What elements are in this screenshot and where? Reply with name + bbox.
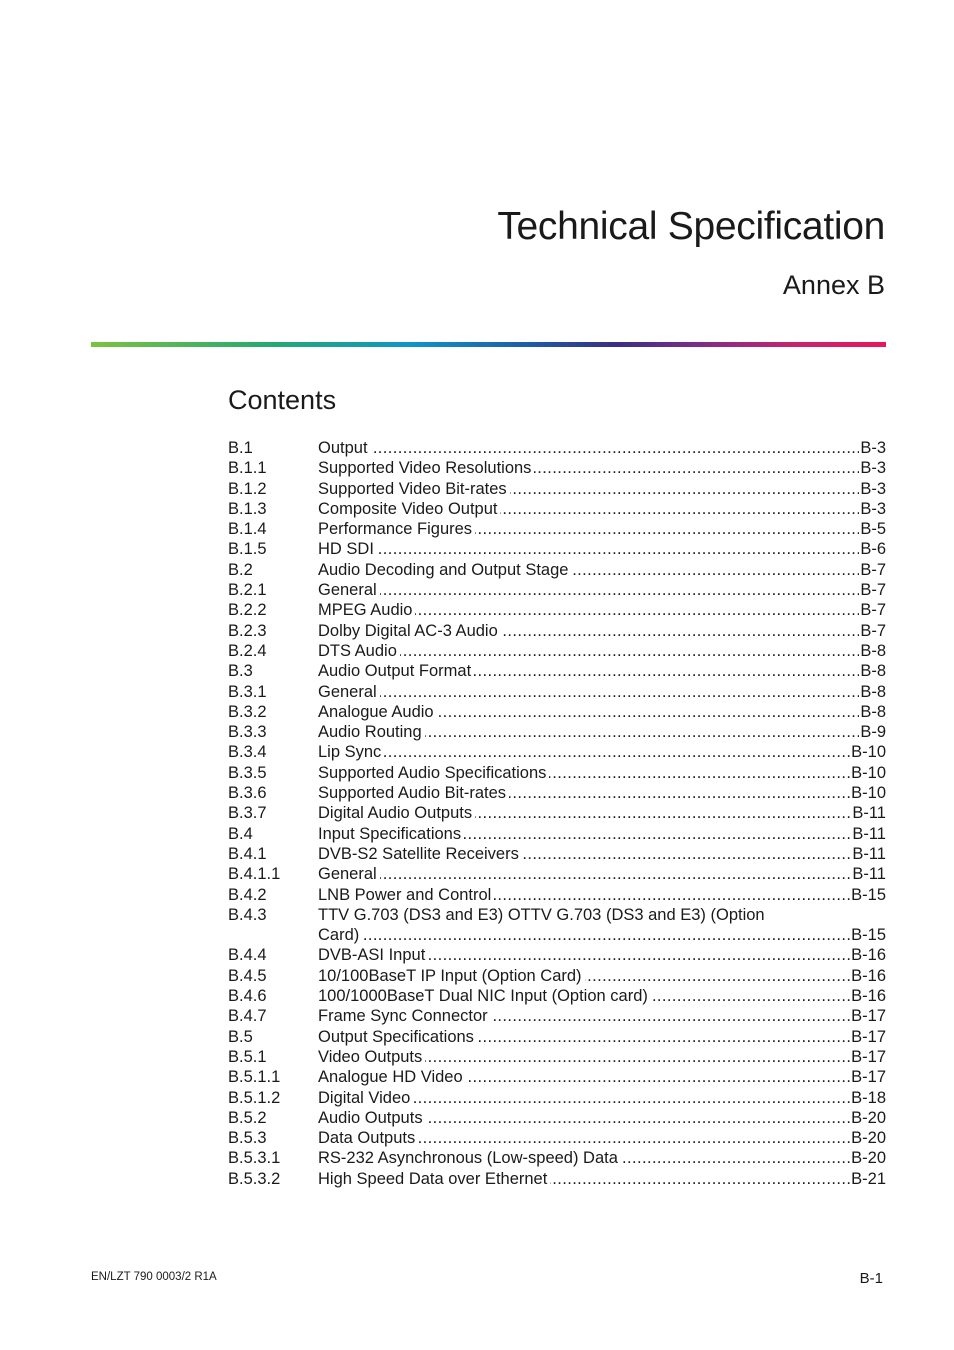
- toc-entry-number: B.4.2: [228, 885, 267, 904]
- toc-entry-number: B.3.2: [228, 702, 267, 721]
- toc-entry-number: B.5.1: [228, 1047, 267, 1066]
- toc-entry[interactable]: [228, 722, 886, 742]
- toc-entry-title: Card) .....: [318, 925, 850, 945]
- toc-entry-title: General .....: [318, 580, 859, 600]
- toc-entry-title: Frame Sync Connector .....: [318, 1006, 850, 1026]
- table-of-contents: [228, 438, 886, 1189]
- toc-entry-title: Supported Video Resolutions .....: [318, 458, 859, 478]
- toc-entry-page: B-6: [860, 540, 886, 559]
- toc-entry-title: Digital Audio Outputs .....: [318, 803, 851, 823]
- toc-entry-page: B-7: [860, 581, 886, 600]
- toc-entry[interactable]: [228, 1148, 886, 1168]
- toc-entry-number: B.2: [228, 560, 253, 579]
- toc-entry[interactable]: [228, 600, 886, 620]
- toc-entry-title: Audio Outputs .....: [318, 1108, 850, 1128]
- toc-entry-page: B-17: [851, 1047, 886, 1066]
- toc-entry-title: General .....: [318, 682, 859, 702]
- toc-entry[interactable]: [228, 438, 886, 458]
- toc-entry-page: B-11: [852, 804, 886, 823]
- toc-entry-page: B-7: [860, 560, 886, 579]
- toc-entry-number: B.4.3: [228, 905, 267, 924]
- toc-entry-page: B-8: [860, 702, 886, 721]
- toc-entry[interactable]: [228, 945, 886, 965]
- toc-entry-number: B.5.1.1: [228, 1068, 281, 1087]
- toc-entry-title: Output .....: [318, 438, 859, 458]
- toc-entry[interactable]: [228, 885, 886, 905]
- toc-entry-title: Audio Output Format .....: [318, 661, 859, 681]
- toc-entry-title: 100/1000BaseT Dual NIC Input (Option card) .....: [318, 986, 850, 1006]
- toc-entry-page: B-20: [851, 1129, 886, 1148]
- toc-entry[interactable]: [228, 864, 886, 884]
- toc-entry-number: B.5.3.1: [228, 1149, 281, 1168]
- toc-entry-title: General .....: [318, 864, 851, 884]
- toc-entry-title: Analogue HD Video .....: [318, 1067, 850, 1087]
- toc-entry[interactable]: [228, 1047, 886, 1067]
- toc-entry-title: Video Outputs .....: [318, 1047, 850, 1067]
- toc-entry-page: B-11: [852, 844, 886, 863]
- toc-entry-page: B-17: [851, 1027, 886, 1046]
- toc-entry-title: Supported Video Bit-rates .....: [318, 479, 859, 499]
- toc-entry-number: B.1.2: [228, 479, 267, 498]
- toc-entry-page: B-17: [851, 1007, 886, 1026]
- toc-entry-title: Performance Figures .....: [318, 519, 859, 539]
- toc-entry-number: B.1.3: [228, 499, 267, 518]
- toc-entry-page: B-7: [860, 601, 886, 620]
- toc-entry[interactable]: [228, 763, 886, 783]
- toc-entry-title: DTS Audio .....: [318, 641, 859, 661]
- toc-entry-number: B.3.1: [228, 682, 267, 701]
- toc-entry-number: B.4.1: [228, 844, 267, 863]
- toc-entry-title: Data Outputs .....: [318, 1128, 850, 1148]
- toc-entry[interactable]: [228, 702, 886, 722]
- toc-entry-page: B-10: [851, 743, 886, 762]
- toc-entry-page: B-16: [851, 946, 886, 965]
- toc-entry[interactable]: [228, 1108, 886, 1128]
- toc-entry-page: B-3: [860, 439, 886, 457]
- toc-entry-title: LNB Power and Control .....: [318, 885, 850, 905]
- toc-entry-title: Analogue Audio .....: [318, 702, 859, 722]
- toc-entry[interactable]: [228, 661, 886, 681]
- toc-entry-page: B-9: [860, 723, 886, 742]
- toc-entry-page: B-5: [860, 520, 886, 539]
- toc-entry-number: B.3.5: [228, 763, 267, 782]
- toc-entry[interactable]: [228, 1006, 886, 1026]
- toc-entry-number: B.4: [228, 824, 253, 843]
- toc-entry-page: B-16: [851, 966, 886, 985]
- toc-entry-number: B.5.1.2: [228, 1088, 281, 1107]
- toc-entry-page: B-3: [860, 499, 886, 518]
- toc-entry-title: Supported Audio Bit-rates .....: [318, 783, 850, 803]
- toc-entry-page: B-3: [860, 479, 886, 498]
- toc-entry-number: B.3.6: [228, 784, 267, 803]
- toc-entry-title: Dolby Digital AC-3 Audio .....: [318, 621, 859, 641]
- toc-entry-title: Input Specifications .....: [318, 824, 851, 844]
- toc-entry[interactable]: [228, 519, 886, 539]
- toc-entry-title: High Speed Data over Ethernet .....: [318, 1169, 850, 1189]
- toc-entry-number: B.2.1: [228, 581, 267, 600]
- toc-entry[interactable]: [228, 1027, 886, 1047]
- toc-entry-title: 10/100BaseT IP Input (Option Card) .....: [318, 966, 850, 986]
- page-number: B-1: [859, 1270, 883, 1287]
- toc-entry-number: B.1.1: [228, 459, 267, 478]
- toc-entry-title: Audio Decoding and Output Stage .....: [318, 560, 859, 580]
- toc-entry-title: Composite Video Output .....: [318, 499, 859, 519]
- toc-entry-number: B.3.7: [228, 804, 267, 823]
- toc-entry-number: B.4.4: [228, 946, 267, 965]
- toc-entry[interactable]: [228, 682, 886, 702]
- toc-entry-page: B-8: [860, 641, 886, 660]
- toc-entry-title: HD SDI .....: [318, 539, 859, 559]
- toc-entry[interactable]: [228, 560, 886, 580]
- toc-entry-number: B.1: [228, 439, 253, 457]
- toc-entry-title: Lip Sync .....: [318, 742, 850, 762]
- toc-entry-number: B.1.4: [228, 520, 267, 539]
- toc-entry-number: B.2.2: [228, 601, 267, 620]
- toc-entry[interactable]: [228, 803, 886, 823]
- toc-entry[interactable]: [228, 742, 886, 762]
- toc-entry-title: DVB-S2 Satellite Receivers .....: [318, 844, 851, 864]
- toc-entry-number: B.3.4: [228, 743, 267, 762]
- toc-entry-page: B-11: [852, 824, 886, 843]
- toc-entry[interactable]: [228, 458, 886, 478]
- toc-entry[interactable]: [228, 966, 886, 986]
- toc-entry-page: B-10: [851, 763, 886, 782]
- toc-entry-number: B.5.2: [228, 1108, 267, 1127]
- toc-entry-number: B.3.3: [228, 723, 267, 742]
- toc-entry-title: MPEG Audio .....: [318, 600, 859, 620]
- toc-entry-continuation[interactable]: [228, 925, 886, 945]
- toc-entry[interactable]: [228, 1128, 886, 1148]
- toc-entry-page: B-7: [860, 621, 886, 640]
- toc-entry[interactable]: [228, 824, 886, 844]
- toc-entry-number: B.3: [228, 662, 253, 681]
- toc-entry[interactable]: [228, 905, 886, 925]
- toc-entry-number: B.5.3: [228, 1129, 267, 1148]
- toc-entry[interactable]: [228, 479, 886, 499]
- toc-entry-title: Supported Audio Specifications .....: [318, 763, 850, 783]
- toc-entry-number: B.4.5: [228, 966, 267, 985]
- gradient-divider: [91, 342, 886, 347]
- toc-entry-page: B-20: [851, 1149, 886, 1168]
- toc-entry-page: B-15: [851, 926, 886, 945]
- toc-entry-page: B-3: [860, 459, 886, 478]
- toc-entry-page: B-15: [851, 885, 886, 904]
- toc-entry-page: B-11: [852, 865, 886, 884]
- toc-entry[interactable]: [228, 499, 886, 519]
- toc-entry-page: B-10: [851, 784, 886, 803]
- toc-entry-number: B.1.5: [228, 540, 267, 559]
- toc-entry-number: B.2.4: [228, 641, 267, 660]
- toc-entry-number: B.4.6: [228, 987, 267, 1006]
- toc-entry-title: Output Specifications .....: [318, 1027, 850, 1047]
- toc-entry-number: B.5: [228, 1027, 253, 1046]
- toc-entry-page: B-18: [851, 1088, 886, 1107]
- toc-entry[interactable]: [228, 621, 886, 641]
- annex-label: Annex B: [782, 270, 885, 300]
- toc-entry-number: B.4.1.1: [228, 865, 281, 884]
- toc-entry-title: DVB-ASI Input .....: [318, 945, 850, 965]
- toc-entry[interactable]: [228, 1067, 886, 1087]
- document-id: EN/LZT 790 0003/2 R1A: [91, 1271, 217, 1283]
- toc-entry-number: B.2.3: [228, 621, 267, 640]
- toc-entry-page: B-8: [860, 662, 886, 681]
- toc-entry-title: Digital Video .....: [318, 1088, 850, 1108]
- toc-entry[interactable]: [228, 539, 886, 559]
- toc-entry-title-line1: TTV G.703 (DS3 and E3) OTTV G.703 (DS3 and E3) (Option: [318, 905, 765, 924]
- toc-entry[interactable]: [228, 783, 886, 803]
- toc-entry-page: B-17: [851, 1068, 886, 1087]
- toc-entry[interactable]: [228, 580, 886, 600]
- toc-entry-page: B-16: [851, 987, 886, 1006]
- toc-entry-page: B-21: [851, 1169, 886, 1188]
- toc-entry[interactable]: [228, 986, 886, 1006]
- toc-entry-page: B-8: [860, 682, 886, 701]
- toc-entry-title: Audio Routing .....: [318, 722, 859, 742]
- toc-entry-number: B.5.3.2: [228, 1169, 281, 1188]
- toc-entry[interactable]: [228, 1169, 886, 1189]
- toc-entry-page: B-20: [851, 1108, 886, 1127]
- toc-entry[interactable]: [228, 1088, 886, 1108]
- toc-entry[interactable]: [228, 641, 886, 661]
- page-title: Technical Specification: [497, 205, 885, 248]
- toc-entry-title: RS-232 Asynchronous (Low-speed) Data .....: [318, 1148, 850, 1168]
- toc-entry[interactable]: [228, 844, 886, 864]
- toc-entry-number: B.4.7: [228, 1007, 267, 1026]
- contents-heading: Contents: [228, 385, 337, 415]
